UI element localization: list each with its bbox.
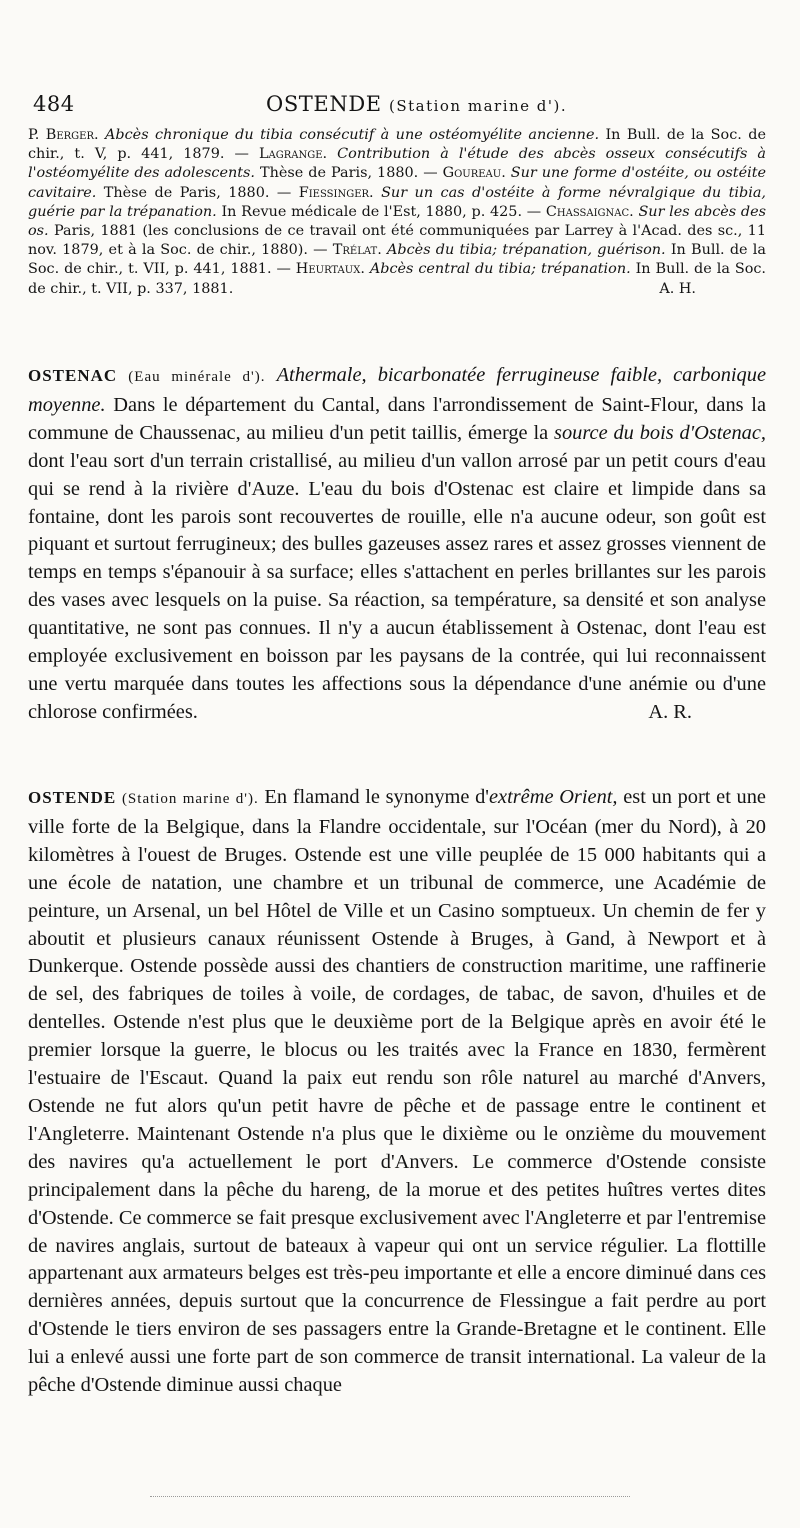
ref-author: Chassaignac.	[545, 203, 634, 220]
article-text: Dans le département du Cantal, dans l'arrondissement de Saint-Flour, dans la commune de Chaussenac, au milieu d'un petit taillis, émerge la	[28, 393, 766, 444]
running-title	[266, 92, 567, 116]
ref-author: Trélat.	[332, 242, 382, 259]
ref-author: Heurtaux.	[295, 261, 365, 278]
ref-title: Sur un cas d'ostéite à forme névralgique du tibia, guérie par la trépanation.	[28, 184, 766, 220]
article-italic: source du bois d'Ostenac,	[554, 421, 766, 444]
ref-title: Abcès central du tibia; trépanation.	[369, 261, 631, 278]
article-ostenac	[28, 362, 766, 727]
article-lead: Athermale, bicarbonatée ferrugineuse faible, carbonique moyenne.	[28, 364, 766, 416]
article-text: En flamand le synonyme d'	[258, 786, 489, 808]
author-signature: A. H.	[659, 280, 696, 297]
ref-author: Goureau.	[442, 165, 506, 182]
ref-details: In Bull. de la Soc. de chir., t. VII, p. 337, 1881.	[28, 261, 766, 297]
article-text: dont l'eau sort d'un terrain cristallisé, au milieu d'un vallon arrosé par un petit cours d'eau qui se rend à la rivière d'Auze. L'eau du bois d'Ostenac est claire et limpide dans sa fontaine, dont les parois sont recouvertes de rouille, elle n'a aucune odeur, son goût est piquant et surtout ferrugineux; des bulles gazeuses assez rares et assez grosses viennent de temps en temps s'épanouir à sa surface; elles s'attachent en perles brillantes sur les parois des vases avec lesquels on la puise. Sa réaction, sa température, sa densité et son analyse quantitative, ne sont pas connues. Il n'y a aucun établissement à Ostenac, dont l'eau est employée exclusivement en boisson par les paysans de la contrée, qui lui reconnaissent une vertu marquée dans toutes les affections sous la dépendance d'une anémie ou d'une chlorose confirmées.	[28, 449, 766, 723]
article-headword: OSTENAC	[28, 366, 118, 385]
article-subhead: (Eau minérale d').	[128, 369, 266, 385]
ref-author: Fiessinger.	[298, 184, 374, 201]
ref-title: Sur une forme d'ostéite, ou ostéite cavitaire.	[28, 165, 767, 201]
page-number: 484	[33, 92, 75, 116]
article-body	[28, 784, 766, 1400]
running-title-word: OSTENDE	[266, 92, 382, 116]
ref-details: In Bull. de la Soc. de chir., t. V, p. 441, 1879. —	[28, 127, 766, 163]
ref-author: P. Berger.	[28, 127, 99, 143]
running-header	[30, 92, 765, 124]
running-title-sub: (Station marine d').	[388, 97, 568, 115]
ref-details: In Bull. de la Soc. de chir., t. VII, p. 441, 1881. —	[28, 242, 766, 278]
ref-details: Paris, 1881 (les conclusions de ce travail ont été communiquées par Larrey à l'Acad. des sc., 11 nov. 1879, et à la Soc. de chir., 1880). —	[28, 223, 766, 259]
ref-author: Lagrange.	[258, 146, 328, 163]
ref-title: Abcès chronique du tibia consécutif à une ostéomyélite ancienne.	[105, 127, 600, 143]
ref-title: Abcès du tibia; trépanation, guérison.	[387, 242, 666, 259]
ref-title: Sur les abcès des os.	[28, 203, 766, 240]
bibliography-text	[28, 126, 766, 299]
article-text: est un port et une ville forte de la Belgique, dans la Flandre occidentale, sur l'Océan (mer du Nord), à 20 kilomètres à l'ouest de Bruges. Ostende est une ville peuplée de 15 000 habitants qui a une école de natation, une chambre et un tribunal de commerce, une Académie de peinture, un Arsenal, un bel Hôtel de Ville et un Casino somptueux. Un chemin de fer y aboutit et plusieurs canaux réunissent Ostende à Bruges, à Gand, à Newport et à Dunkerque. Ostende possède aussi des chantiers de construction maritime, une raffinerie de sel, des fabriques de toiles à voile, de cordages, de tabac, de savon, d'huiles et de dentelles. Ostende n'est plus que le deuxième port de la Belgique après en avoir été le premier lorsque la guerre, le blocus ou les traités avec la France en 1830, fermèrent l'estuaire de l'Escaut. Quand la paix eut rendu son rôle naturel au marché d'Anvers, Ostende ne fut alors qu'un petit havre de pêche et de passage entre le continent et l'Angleterre. Maintenant Ostende n'a plus que le dixième ou le onzième du mouvement des navires qu'a actuellement le port d'Anvers. Le commerce d'Ostende consiste principalement dans la pêche du hareng, de la morue et des petites huîtres vertes dites d'Ostende. Ce commerce se fait presque exclusivement avec l'Angleterre et par l'entremise de navires anglais, surtout de bateaux à vapeur qui ont un service régulier. La flottille appartenant aux armateurs belges est très-peu importante et elle a encore diminué dans ces dernières années, depuis surtout que la concurrence de Flessingue a fait perdre au port d'Ostende le tiers environ de ses passagers entre la Grande-Bretagne et le continent. Elle lui a enlevé aussi une forte part de son commerce de transit international. La valeur de la pêche d'Ostende diminue aussi chaque	[28, 786, 766, 1397]
article-subhead: (Station marine d').	[121, 791, 259, 807]
ref-details: Thèse de Paris, 1880. —	[255, 165, 443, 182]
ref-title: Contribution à l'étude des abcès osseux consécutifs à l'ostéomyélite des adolescents.	[28, 146, 767, 182]
article-headword: OSTENDE	[28, 788, 117, 807]
author-signature: A. R.	[648, 700, 692, 723]
ref-details: In Revue médicale de l'Est, 1880, p. 425. —	[216, 203, 546, 220]
bleed-through-line	[150, 1496, 630, 1499]
article-body	[28, 362, 766, 727]
ref-details: Thèse de Paris, 1880. —	[96, 184, 299, 201]
article-ostende	[28, 784, 766, 1400]
bibliography-block	[28, 126, 766, 299]
article-italic: extrême Orient,	[488, 786, 618, 808]
